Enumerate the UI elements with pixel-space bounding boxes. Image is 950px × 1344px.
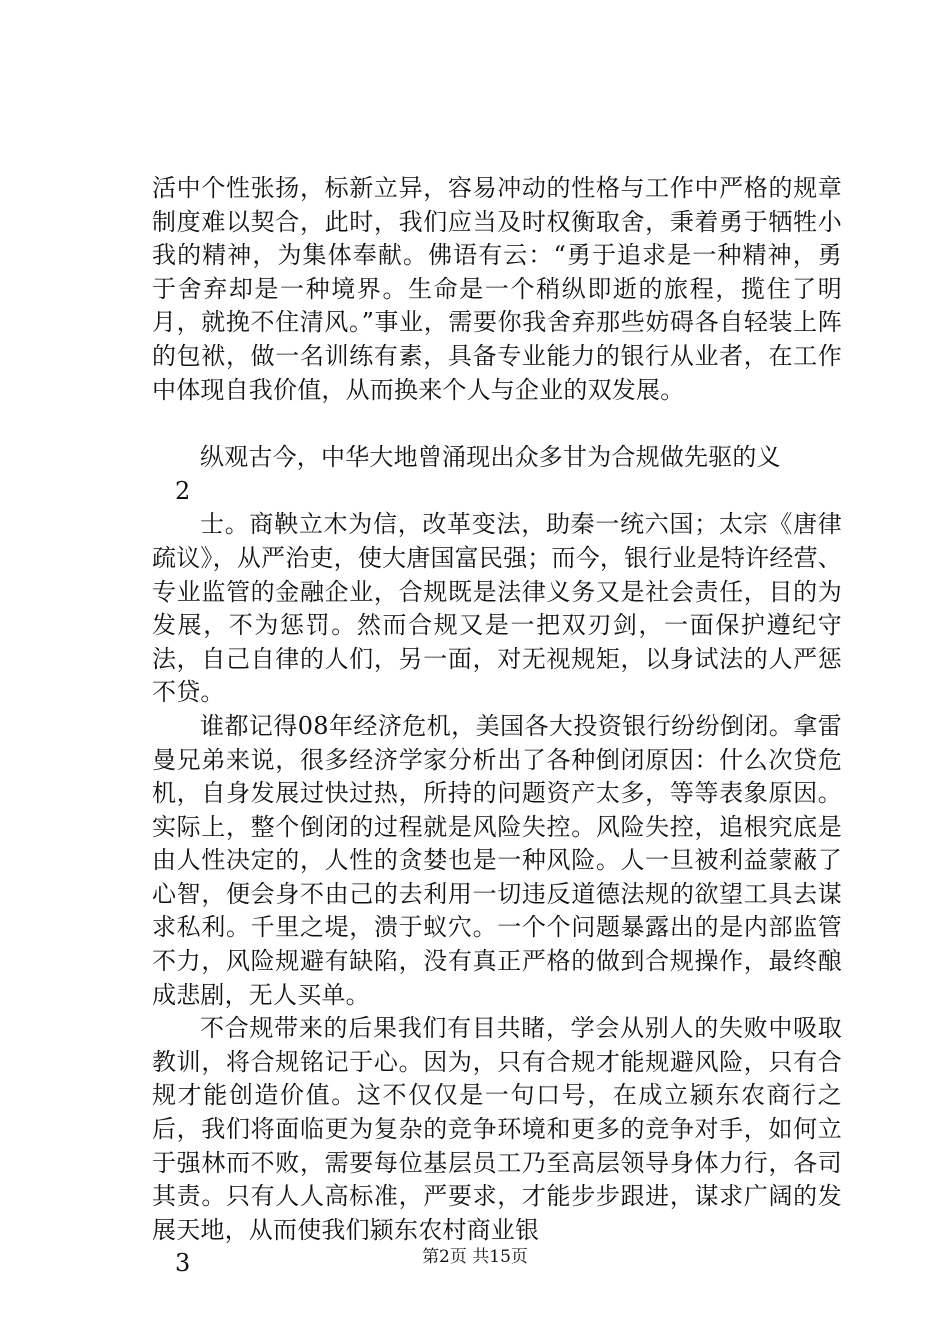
document-body xyxy=(152,172,842,1281)
inline-page-number-2: 2 xyxy=(175,476,191,505)
paragraph-3: 士。商鞅立木为信，改革变法，助秦一统六国；太宗《唐律疏议》，从严治吏，使大唐国富民强；而今，银行业是特许经营、专业监管的金融企业，合规既是法律义务又是社会责任，目的为发展，不为惩罚。然而合规又是一把双刃剑，一面保护遵纪守法，自己自律的人们，另一面，对无视规矩，以身试法的人严惩不贷。 xyxy=(152,510,842,707)
inline-page-number-3: 3 xyxy=(175,1249,191,1278)
paragraph-1: 活中个性张扬，标新立异，容易冲动的性格与工作中严格的规章制度难以契合，此时，我们应当及时权衡取舍，秉着勇于牺牲小我的精神，为集体奉献。佛语有云：“勇于追求是一种精神，勇于舍弃却是一种境界。生命是一个稍纵即逝的旅程，揽住了明月，就挽不住清风。”事业，需要你我舍弃那些妨碍各自轻装上阵的包袱，做一名训练有素，具备专业能力的银行从业者，在工作中体现自我价值，从而换来个人与企业的双发展。 xyxy=(152,174,842,404)
paragraph-5: 不合规带来的后果我们有目共睹，学会从别人的失败中吸取教训，将合规铭记于心。因为，只有合规才能规避风险，只有合规才能创造价值。这不仅仅是一句口号，在成立颍东农商行之后，我们将面临更为复杂的竞争环境和更多的竞争对手，如何立于强林而不败，需要每位基层员工乃至高层领导身体力行，各司其责。只有人人高标准，严要求，才能步步跟进，谋求广阔的发展天地，从而使我们颍东农村商业银 xyxy=(152,1014,842,1244)
page-footer: 第2页 共15页 xyxy=(422,1247,528,1267)
paragraph-gap xyxy=(152,407,842,441)
paragraph-2: 纵观古今，中华大地曾涌现出众多甘为合规做先驱的义 xyxy=(200,443,781,472)
paragraph-4: 谁都记得08年经济危机，美国各大投资银行纷纷倒闭。拿雷曼兄弟来说，很多经济学家分析出了各种倒闭原因：什么次贷危机，自身发展过快过热，所持的问题资产太多，等等表象原因。实际上，整个倒闭的过程就是风险失控。风险失控，追根究底是由人性决定的，人性的贪婪也是一种风险。人一旦被利益蒙蔽了心智，便会身不由己的去利用一切违反道德法规的欲望工具去谋求私利。千里之堤，溃于蚁穴。一个个问题暴露出的是内部监管不力，风险规避有缺陷，没有真正严格的做到合规操作，最终酿成悲剧，无人买单。 xyxy=(152,711,842,1009)
